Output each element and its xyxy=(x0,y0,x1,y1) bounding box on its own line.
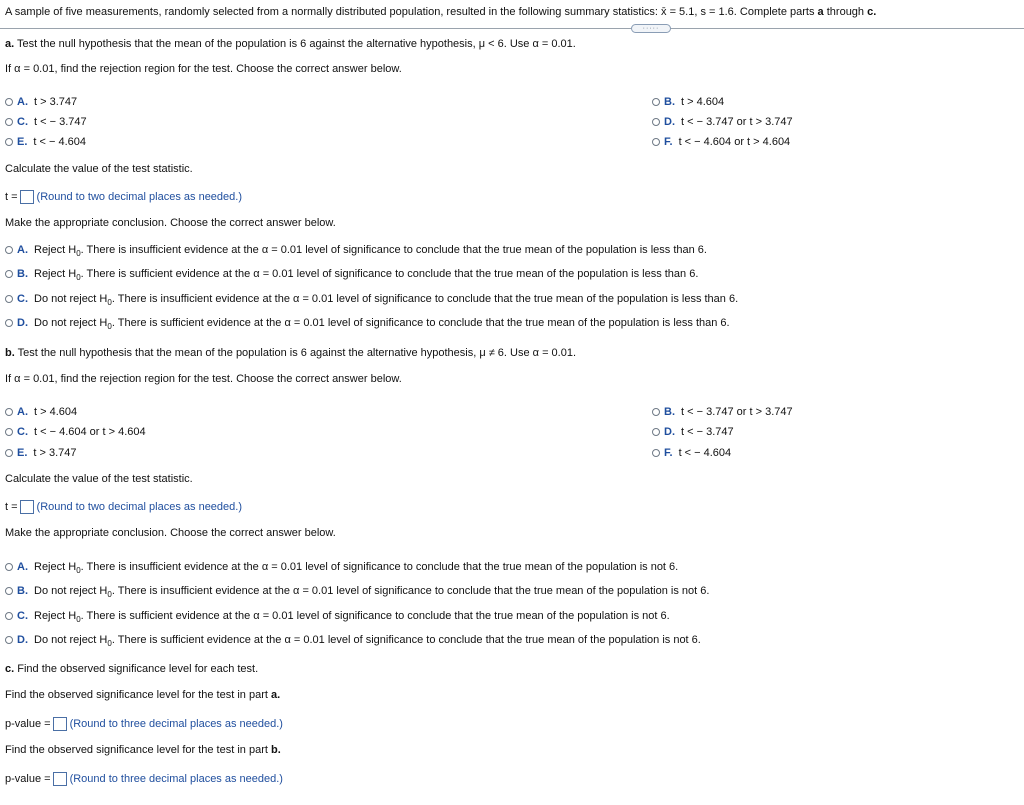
part-a-statistic-prompt: Calculate the value of the test statistic. xyxy=(5,163,193,175)
radio-button[interactable] xyxy=(5,319,13,327)
part-b-rejection-option-d[interactable]: D. t < − 3.747 xyxy=(652,425,734,439)
part-c-pvalue-b-row: p-value = (Round to three decimal places as needed.) xyxy=(5,773,283,785)
expand-toggle-button[interactable]: ····· xyxy=(631,24,671,33)
part-c-pvalue-a-row: p-value = (Round to three decimal places as needed.) xyxy=(5,718,283,730)
part-c-title: c. Find the observed significance level for each test. xyxy=(5,663,259,675)
part-a-conclusion-option-b[interactable]: B. Reject $H_0$. There is sufficient evidence at the α = 0.01 level of significance to conclude that the true mean of the population is less than 6. xyxy=(5,267,698,285)
radio-button[interactable] xyxy=(5,118,13,126)
radio-button[interactable] xyxy=(5,270,13,278)
part-b-conclusion-option-d[interactable]: D. Do not reject $H_0$. There is sufficient evidence at the α = 0.01 level of significance to conclude that the true mean of the population is not 6. xyxy=(5,633,701,651)
part-a-t-input[interactable] xyxy=(20,190,34,204)
pvalue-b-input[interactable] xyxy=(53,772,67,786)
part-b-rejection-option-b[interactable]: B. t < − 3.747 or t > 3.747 xyxy=(652,405,793,419)
part-b-statistic-prompt: Calculate the value of the test statistic. xyxy=(5,473,193,485)
radio-button[interactable] xyxy=(652,408,660,416)
part-c-prompt-a: Find the observed significance level for the test in part a. xyxy=(5,689,281,701)
part-a-rejection-option-c[interactable]: C. t < − 3.747 xyxy=(5,115,87,129)
radio-button[interactable] xyxy=(652,98,660,106)
part-a-conclusion-prompt: Make the appropriate conclusion. Choose the correct answer below. xyxy=(5,217,336,229)
radio-button[interactable] xyxy=(5,587,13,595)
part-b-t-row: t = (Round to two decimal places as needed.) xyxy=(5,501,242,513)
part-a-rejection-option-e[interactable]: E. t < − 4.604 xyxy=(5,135,86,149)
radio-button[interactable] xyxy=(5,295,13,303)
part-b-conclusion-option-a[interactable]: A. Reject $H_0$. There is insufficient evidence at the α = 0.01 level of significance to conclude that the true mean of the population is not 6. xyxy=(5,560,678,578)
header-divider xyxy=(0,28,1024,29)
part-b-conclusion-option-b[interactable]: B. Do not reject $H_0$. There is insufficient evidence at the α = 0.01 level of significance to conclude that the true mean of the population is not 6. xyxy=(5,584,709,602)
pvalue-a-input[interactable] xyxy=(53,717,67,731)
part-b-conclusion-option-c[interactable]: C. Reject $H_0$. There is sufficient evidence at the α = 0.01 level of significance to conclude that the true mean of the population is not 6. xyxy=(5,609,670,627)
part-b-rejection-option-e[interactable]: E. t > 3.747 xyxy=(5,446,77,460)
part-b-rejection-option-c[interactable]: C. t < − 4.604 or t > 4.604 xyxy=(5,425,146,439)
part-a-t-row: t = (Round to two decimal places as needed.) xyxy=(5,191,242,203)
part-a-rejection-prompt: If α = 0.01, find the rejection region for the test. Choose the correct answer below. xyxy=(5,63,402,75)
radio-button[interactable] xyxy=(652,118,660,126)
radio-button[interactable] xyxy=(5,563,13,571)
part-b-title: b. Test the null hypothesis that the mean of the population is 6 against the alternative hypothesis, μ ≠ 6. Use α = 0.01. xyxy=(5,347,577,359)
radio-button[interactable] xyxy=(5,98,13,106)
problem-statement: A sample of five measurements, randomly selected from a normally distributed population, resulted in the following summary statistics: x̄ = 5.1, s = 1.6. Complete parts a through c. xyxy=(5,6,877,18)
part-a-conclusion-option-d[interactable]: D. Do not reject $H_0$. There is sufficient evidence at the α = 0.01 level of significance to conclude that the true mean of the population is less than 6. xyxy=(5,316,730,334)
radio-button[interactable] xyxy=(652,449,660,457)
part-b-rejection-prompt: If α = 0.01, find the rejection region for the test. Choose the correct answer below. xyxy=(5,373,402,385)
part-a-title: a. Test the null hypothesis that the mean of the population is 6 against the alternative hypothesis, μ < 6. Use α = 0.01. xyxy=(5,38,576,50)
radio-button[interactable] xyxy=(5,428,13,436)
radio-button[interactable] xyxy=(5,449,13,457)
radio-button[interactable] xyxy=(5,246,13,254)
part-a-conclusion-option-c[interactable]: C. Do not reject $H_0$. There is insufficient evidence at the α = 0.01 level of significance to conclude that the true mean of the population is less than 6. xyxy=(5,292,738,310)
part-a-rejection-option-f[interactable]: F. t < − 4.604 or t > 4.604 xyxy=(652,135,790,149)
part-c-prompt-b: Find the observed significance level for the test in part b. xyxy=(5,744,281,756)
radio-button[interactable] xyxy=(652,428,660,436)
part-a-rejection-option-d[interactable]: D. t < − 3.747 or t > 3.747 xyxy=(652,115,793,129)
radio-button[interactable] xyxy=(5,408,13,416)
radio-button[interactable] xyxy=(5,612,13,620)
part-b-conclusion-prompt: Make the appropriate conclusion. Choose the correct answer below. xyxy=(5,527,336,539)
part-b-rejection-option-f[interactable]: F. t < − 4.604 xyxy=(652,446,731,460)
radio-button[interactable] xyxy=(652,138,660,146)
part-a-conclusion-option-a[interactable]: A. Reject $H_0$. There is insufficient evidence at the α = 0.01 level of significance to conclude that the true mean of the population is less than 6. xyxy=(5,243,707,261)
part-b-t-input[interactable] xyxy=(20,500,34,514)
part-a-rejection-option-a[interactable]: A. t > 3.747 xyxy=(5,95,77,109)
radio-button[interactable] xyxy=(5,138,13,146)
radio-button[interactable] xyxy=(5,636,13,644)
part-b-rejection-option-a[interactable]: A. t > 4.604 xyxy=(5,405,77,419)
part-a-rejection-option-b[interactable]: B. t > 4.604 xyxy=(652,95,724,109)
